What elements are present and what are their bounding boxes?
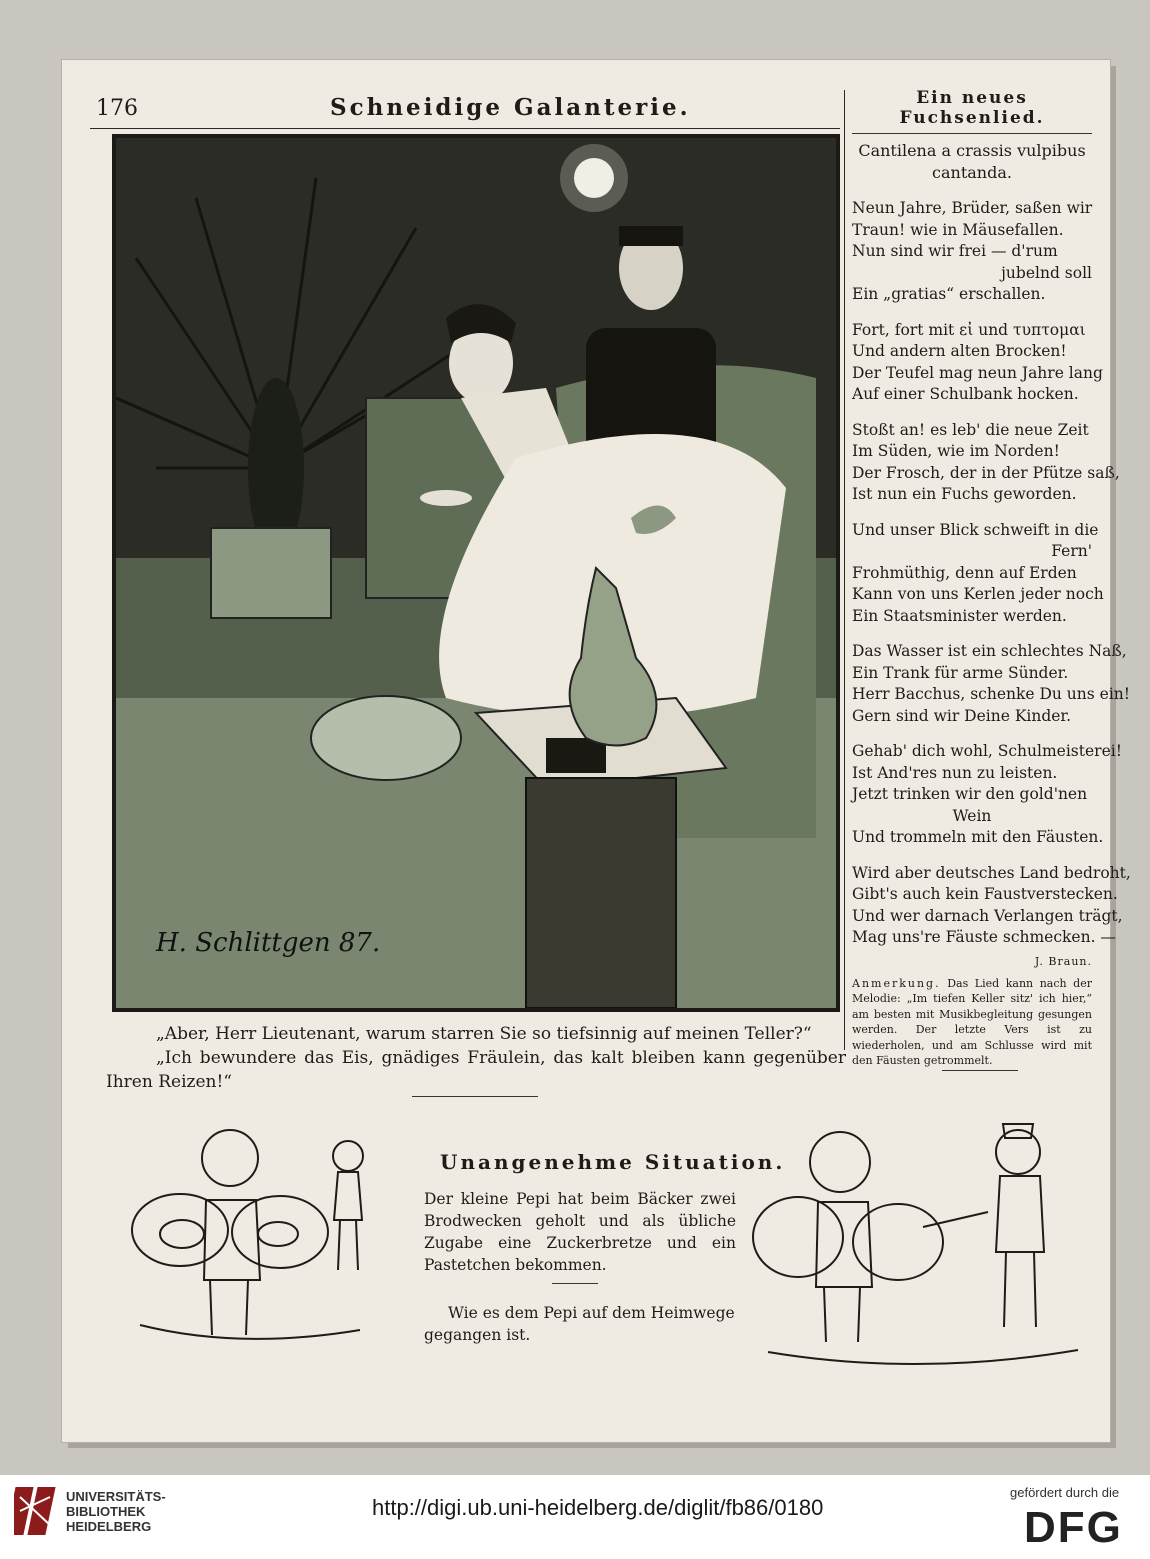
poem-stanza xyxy=(852,420,1120,506)
poem-line: Und wer darnach Verlangen trägt, xyxy=(852,906,1123,925)
caption-answer: „Ich bewundere das Eis, gnädiges Fräulein, das kalt bleiben kann gegenüber Ihren Reizen!“ xyxy=(106,1048,846,1092)
poem-note xyxy=(852,976,1092,1069)
poem-line: Und trommeln mit den Fäusten. xyxy=(852,828,1104,846)
poem-line: Ein Staatsminister werden. xyxy=(852,606,1067,625)
poem-line: Herr Bacchus, schenke Du uns ein! xyxy=(852,685,1130,703)
poem-line: Ein Trank für arme Sünder. xyxy=(852,663,1069,682)
poem-line: Gibt's auch kein Faustverstecken. xyxy=(852,885,1118,903)
artist-signature: H. Schlittgen 87. xyxy=(156,928,381,958)
poem-line: Fort, fort mit εἰ und τυπτομαι xyxy=(852,320,1086,339)
boy-with-rolls-drawing xyxy=(120,1110,400,1360)
caption-question: „Aber, Herr Lieutenant, warum starren Sie so tiefsinnig auf meinen Teller?“ xyxy=(156,1024,812,1044)
story-text: Der kleine Pepi hat beim Bäcker zwei Brodwecken geholt und als übliche Zugabe eine Zuckerbretze und ein Pastetchen bekommen. xyxy=(424,1190,736,1274)
poem-line: Der Teufel mag neun Jahre lang xyxy=(852,363,1103,382)
library-name xyxy=(66,1489,166,1534)
poem-line: Und unser Blick schweift in die xyxy=(852,520,1099,539)
poem-author: J. Braun. xyxy=(1034,954,1092,968)
poem-line: Traun! wie in Mäusefallen. xyxy=(852,220,1064,239)
poem-line: Auf einer Schulbank hocken. xyxy=(852,385,1079,403)
library-name-line: HEIDELBERG xyxy=(66,1519,152,1534)
poem-stanza xyxy=(852,863,1131,949)
poem-stanza xyxy=(852,198,1092,306)
university-library-logo-icon xyxy=(14,1485,60,1537)
story-ending: Wie es dem Pepi auf dem Heimwege gegangen ist. xyxy=(424,1304,735,1344)
poem-line: Und andern alten Brocken! xyxy=(852,342,1067,360)
funding-text: gefördert durch die xyxy=(1010,1485,1120,1500)
poem-line: Gern sind wir Deine Kinder. xyxy=(852,706,1072,725)
poem-line: Der Frosch, der in der Pfütze saß, xyxy=(852,463,1120,482)
poem-line: Mag uns're Fäuste schmecken. — xyxy=(852,928,1116,946)
poem-line: Kann von uns Kerlen jeder noch xyxy=(852,585,1104,603)
poem-line: Jetzt trinken wir den gold'nen xyxy=(852,785,1088,803)
poem-stanza xyxy=(852,320,1103,406)
boys-scuffle-drawing xyxy=(748,1112,1098,1382)
main-illustration xyxy=(112,134,840,1012)
permalink-url[interactable]: http://digi.ub.uni-heidelberg.de/diglit/fb86/0180 xyxy=(372,1495,824,1520)
poem-line: Gehab' dich wohl, Schulmeisterei! xyxy=(852,742,1122,760)
parlor-scene-picture xyxy=(116,138,836,1008)
illustration-caption xyxy=(106,1022,846,1094)
dfg-logo: DFG xyxy=(1024,1503,1123,1552)
poem-stanza xyxy=(852,520,1104,628)
caption-separator xyxy=(412,1096,538,1097)
poem-line: Frohmüthig, denn auf Erden xyxy=(852,563,1077,582)
poem-line: Ist nun ein Fuchs geworden. xyxy=(852,485,1077,503)
note-separator xyxy=(942,1070,1018,1071)
poem-line: jubelnd soll xyxy=(1001,263,1092,282)
story-title: Unangenehme Situation. xyxy=(440,1150,786,1174)
poem-line: Ist And'res nun zu leisten. xyxy=(852,763,1058,782)
poem-line: Wein xyxy=(952,806,992,825)
poem-line: Neun Jahre, Brüder, saßen wir xyxy=(852,199,1093,217)
poem-line: Wird aber deutsches Land bedroht, xyxy=(852,863,1131,882)
story-separator xyxy=(552,1283,598,1284)
header-rule xyxy=(90,128,840,129)
poem-line: Fern' xyxy=(1051,542,1092,560)
poem-line: Im Süden, wie im Norden! xyxy=(852,442,1060,460)
note-label: Anmerkung. xyxy=(852,976,941,990)
poem-stanza xyxy=(852,741,1122,849)
poem-column xyxy=(852,88,1131,1069)
library-name-line: UNIVERSITÄTS- xyxy=(66,1489,166,1504)
poem-line: Stoßt an! es leb' die neue Zeit xyxy=(852,420,1089,439)
poem-subtitle: Cantilena a crassis vulpibus cantanda. xyxy=(858,141,1086,182)
poem-title: Ein neues Fuchsenlied. xyxy=(852,88,1092,134)
running-title: Schneidige Galanterie. xyxy=(330,94,691,121)
poem-line: Nun sind wir frei — d'rum xyxy=(852,242,1058,260)
poem-stanza xyxy=(852,641,1130,727)
poem-line: Das Wasser ist ein schlechtes Naß, xyxy=(852,642,1127,660)
viewer-footer xyxy=(0,1475,1150,1559)
library-name-line: BIBLIOTHEK xyxy=(66,1504,146,1519)
note-text: Das Lied kann nach der Melodie: „Im tiefen Keller sitz' ich hier,“ am besten mit Musikbegleitung gesungen werden. Der letzte Vers ist zu wiederholen, und am Schlusse wird mit den Fäusten getrommelt. xyxy=(852,976,1092,1067)
page-number: 176 xyxy=(96,96,138,121)
column-divider xyxy=(844,90,845,1050)
poem-line: Ein „gratias“ erschallen. xyxy=(852,285,1046,303)
